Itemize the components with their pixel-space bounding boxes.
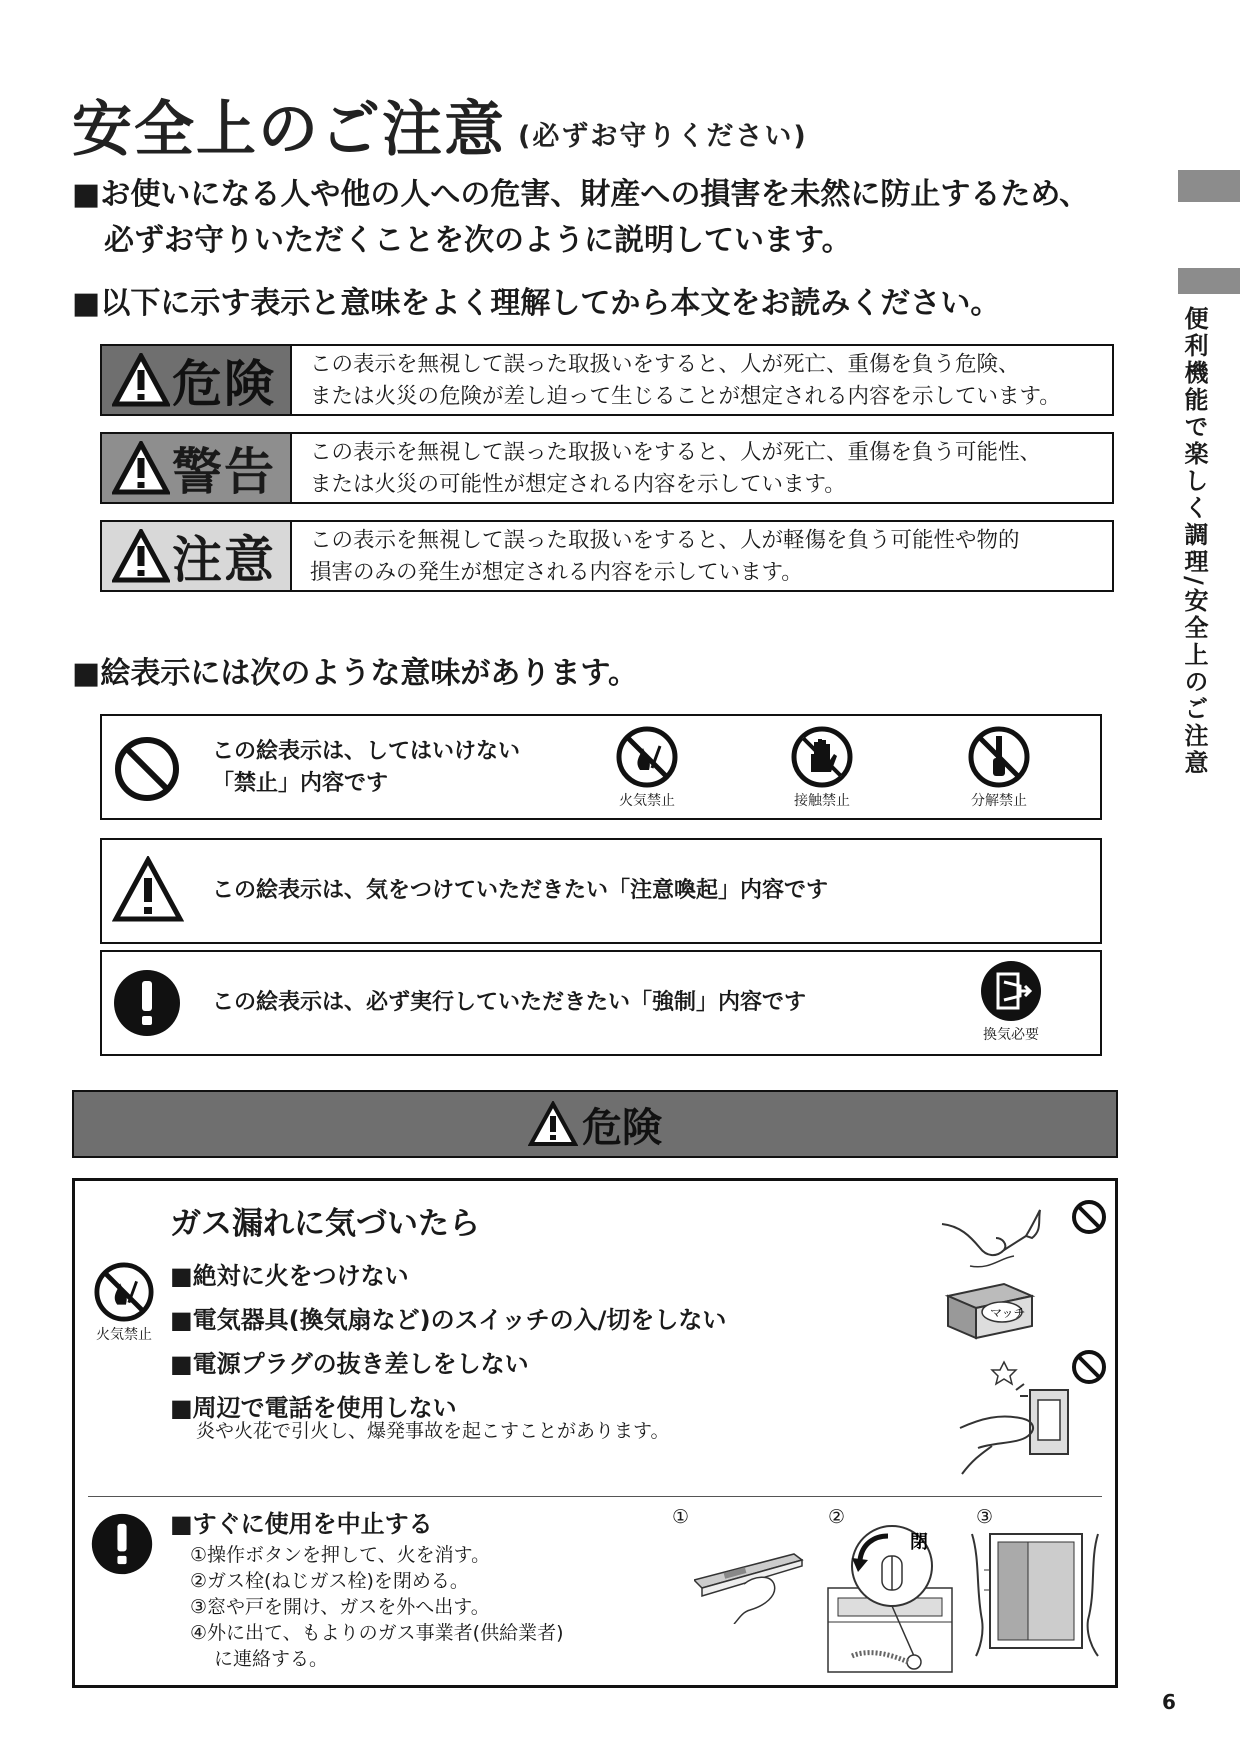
- stop-step-2: ②ガス栓(ねじガス栓)を閉める。: [190, 1570, 469, 1592]
- intro-line-2: 必ずお守りいただくことを次のように説明しています。: [104, 223, 852, 258]
- prohibition-icon: [1070, 1348, 1108, 1386]
- danger-banner: [72, 1090, 1118, 1158]
- no-disassembly-example: [954, 726, 1044, 810]
- gas-leak-title: ガス漏れに気づいたら: [170, 1206, 480, 1242]
- level-caution-desc-2: 損害のみの発生が想定される内容を示しています。: [310, 560, 803, 585]
- gas-item-4: ■周辺で電話を使用しない: [170, 1394, 457, 1422]
- level-danger-label: 危険: [172, 355, 276, 413]
- warning-triangle-icon: [112, 441, 170, 495]
- stop-step-3: ③窓や戸を開け、ガスを外へ出す。: [190, 1596, 490, 1618]
- ventilation-label: 換気必要: [983, 1027, 1039, 1043]
- level-warning-badge: [102, 434, 292, 502]
- gas-note: 炎や火花で引火し、爆発事故を起こすことがあります。: [196, 1420, 670, 1442]
- level-danger-box: [100, 344, 1114, 416]
- prohibition-icon: [112, 734, 182, 804]
- stop-step-4-cont: に連絡する。: [214, 1648, 329, 1670]
- warning-triangle-icon: [112, 353, 170, 407]
- stop-step-4: ④外に出て、もよりのガス事業者(供給業者): [190, 1622, 564, 1644]
- level-warning-desc-2: または火災の可能性が想定される内容を示しています。: [310, 472, 846, 497]
- gas-item-3: ■電源プラグの抜き差しをしない: [170, 1350, 529, 1378]
- section-divider: [88, 1496, 1102, 1497]
- caution-text: この絵表示は、気をつけていただきたい「注意喚起」内容です: [212, 878, 829, 903]
- gas-item-2: ■電気器具(換気扇など)のスイッチの入/切をしない: [170, 1306, 727, 1334]
- level-danger-badge: [102, 346, 292, 414]
- caution-row: [100, 838, 1102, 944]
- level-danger-desc-2: または火災の危険が差し迫って生じることが想定される内容を示しています。: [310, 384, 1061, 409]
- level-warning-label: 警告: [172, 443, 276, 501]
- gas-item-1: ■絶対に火をつけない: [170, 1262, 409, 1290]
- stop-step-1: ①操作ボタンを押して、火を消す。: [190, 1544, 491, 1566]
- level-caution-badge: [102, 522, 292, 590]
- level-caution-desc-1: この表示を無視して誤った取扱いをすると、人が軽傷を負う可能性や物的: [310, 528, 1020, 553]
- ventilation-icon: [980, 960, 1042, 1022]
- page-number: 6: [1162, 1690, 1176, 1714]
- prohibition-icon: [1070, 1198, 1108, 1236]
- gas-no-fire-label: 火気禁止: [96, 1327, 152, 1343]
- figure-number-2: ②: [828, 1506, 846, 1528]
- level-caution-label: 注意: [172, 531, 276, 589]
- title-main: 安全上のご注意: [72, 95, 506, 165]
- gas-no-fire-icon-group: [86, 1262, 162, 1344]
- mandatory-icon: [112, 968, 182, 1038]
- side-tab-marker-top: [1178, 170, 1240, 202]
- no-disassembly-icon: [968, 726, 1030, 788]
- match-illustration: [940, 1196, 1050, 1342]
- ventilation-example: [968, 960, 1054, 1044]
- no-touch-hand-icon: [791, 726, 853, 788]
- prohibit-text: [212, 736, 520, 800]
- stop-use-title: ■すぐに使用を中止する: [170, 1510, 433, 1538]
- level-warning-desc-1: この表示を無視して誤った取扱いをすると、人が死亡、重傷を負う可能性、: [310, 440, 1042, 465]
- mandatory-text: この絵表示は、必ず実行していただきたい「強制」内容です: [212, 990, 807, 1015]
- intro-line-3: ■以下に示す表示と意味をよく理解してから本文をお読みください。: [72, 286, 1001, 321]
- window-illustration: [968, 1530, 1104, 1660]
- no-fire-icon: [616, 726, 678, 788]
- no-fire-example: [602, 726, 692, 810]
- figure-number-1: ①: [672, 1506, 690, 1528]
- button-press-illustration: [694, 1540, 806, 1624]
- no-disassembly-label: 分解禁止: [971, 793, 1027, 809]
- no-fire-icon: [94, 1262, 154, 1322]
- figure-number-3: ③: [976, 1506, 994, 1528]
- mandatory-icon: [90, 1512, 154, 1576]
- no-fire-label: 火気禁止: [619, 793, 675, 809]
- switch-illustration: [958, 1348, 1078, 1478]
- close-label: 閉: [910, 1532, 928, 1553]
- side-tab-label: 便利機能で楽しく調理/安全上のご注意: [1180, 306, 1208, 777]
- intro-line-1: ■お使いになる人や他の人への危害、財産への損害を未然に防止するため、: [72, 177, 1090, 212]
- level-danger-desc-1: この表示を無視して誤った取扱いをすると、人が死亡、重傷を負う危険、: [310, 352, 1020, 377]
- danger-banner-label: 危険: [582, 1104, 662, 1151]
- prohibit-row: [100, 714, 1102, 820]
- no-touch-label: 接触禁止: [794, 793, 850, 809]
- title-sub: (必ずお守りください): [518, 120, 808, 152]
- level-warning-box: [100, 432, 1114, 504]
- warning-triangle-icon: [112, 529, 170, 583]
- warning-triangle-icon: [528, 1101, 578, 1147]
- pictogram-heading: ■絵表示には次のような意味があります。: [72, 656, 638, 691]
- level-caution-box: [100, 520, 1114, 592]
- page-title: [72, 82, 808, 168]
- match-box-label: マッチ: [990, 1306, 1026, 1320]
- level-danger-desc: [292, 346, 1112, 414]
- gas-valve-illustration: [826, 1522, 954, 1674]
- prohibit-text-2: 「禁止」内容です: [212, 771, 389, 796]
- side-tab-marker: [1178, 268, 1240, 294]
- prohibit-text-1: この絵表示は、してはいけない: [212, 739, 521, 764]
- level-warning-desc: [292, 434, 1112, 502]
- intro-paragraph: [72, 172, 1089, 264]
- caution-triangle-icon: [112, 856, 184, 924]
- level-caution-desc: [292, 522, 1112, 590]
- mandatory-row: [100, 950, 1102, 1056]
- no-touch-example: [777, 726, 867, 810]
